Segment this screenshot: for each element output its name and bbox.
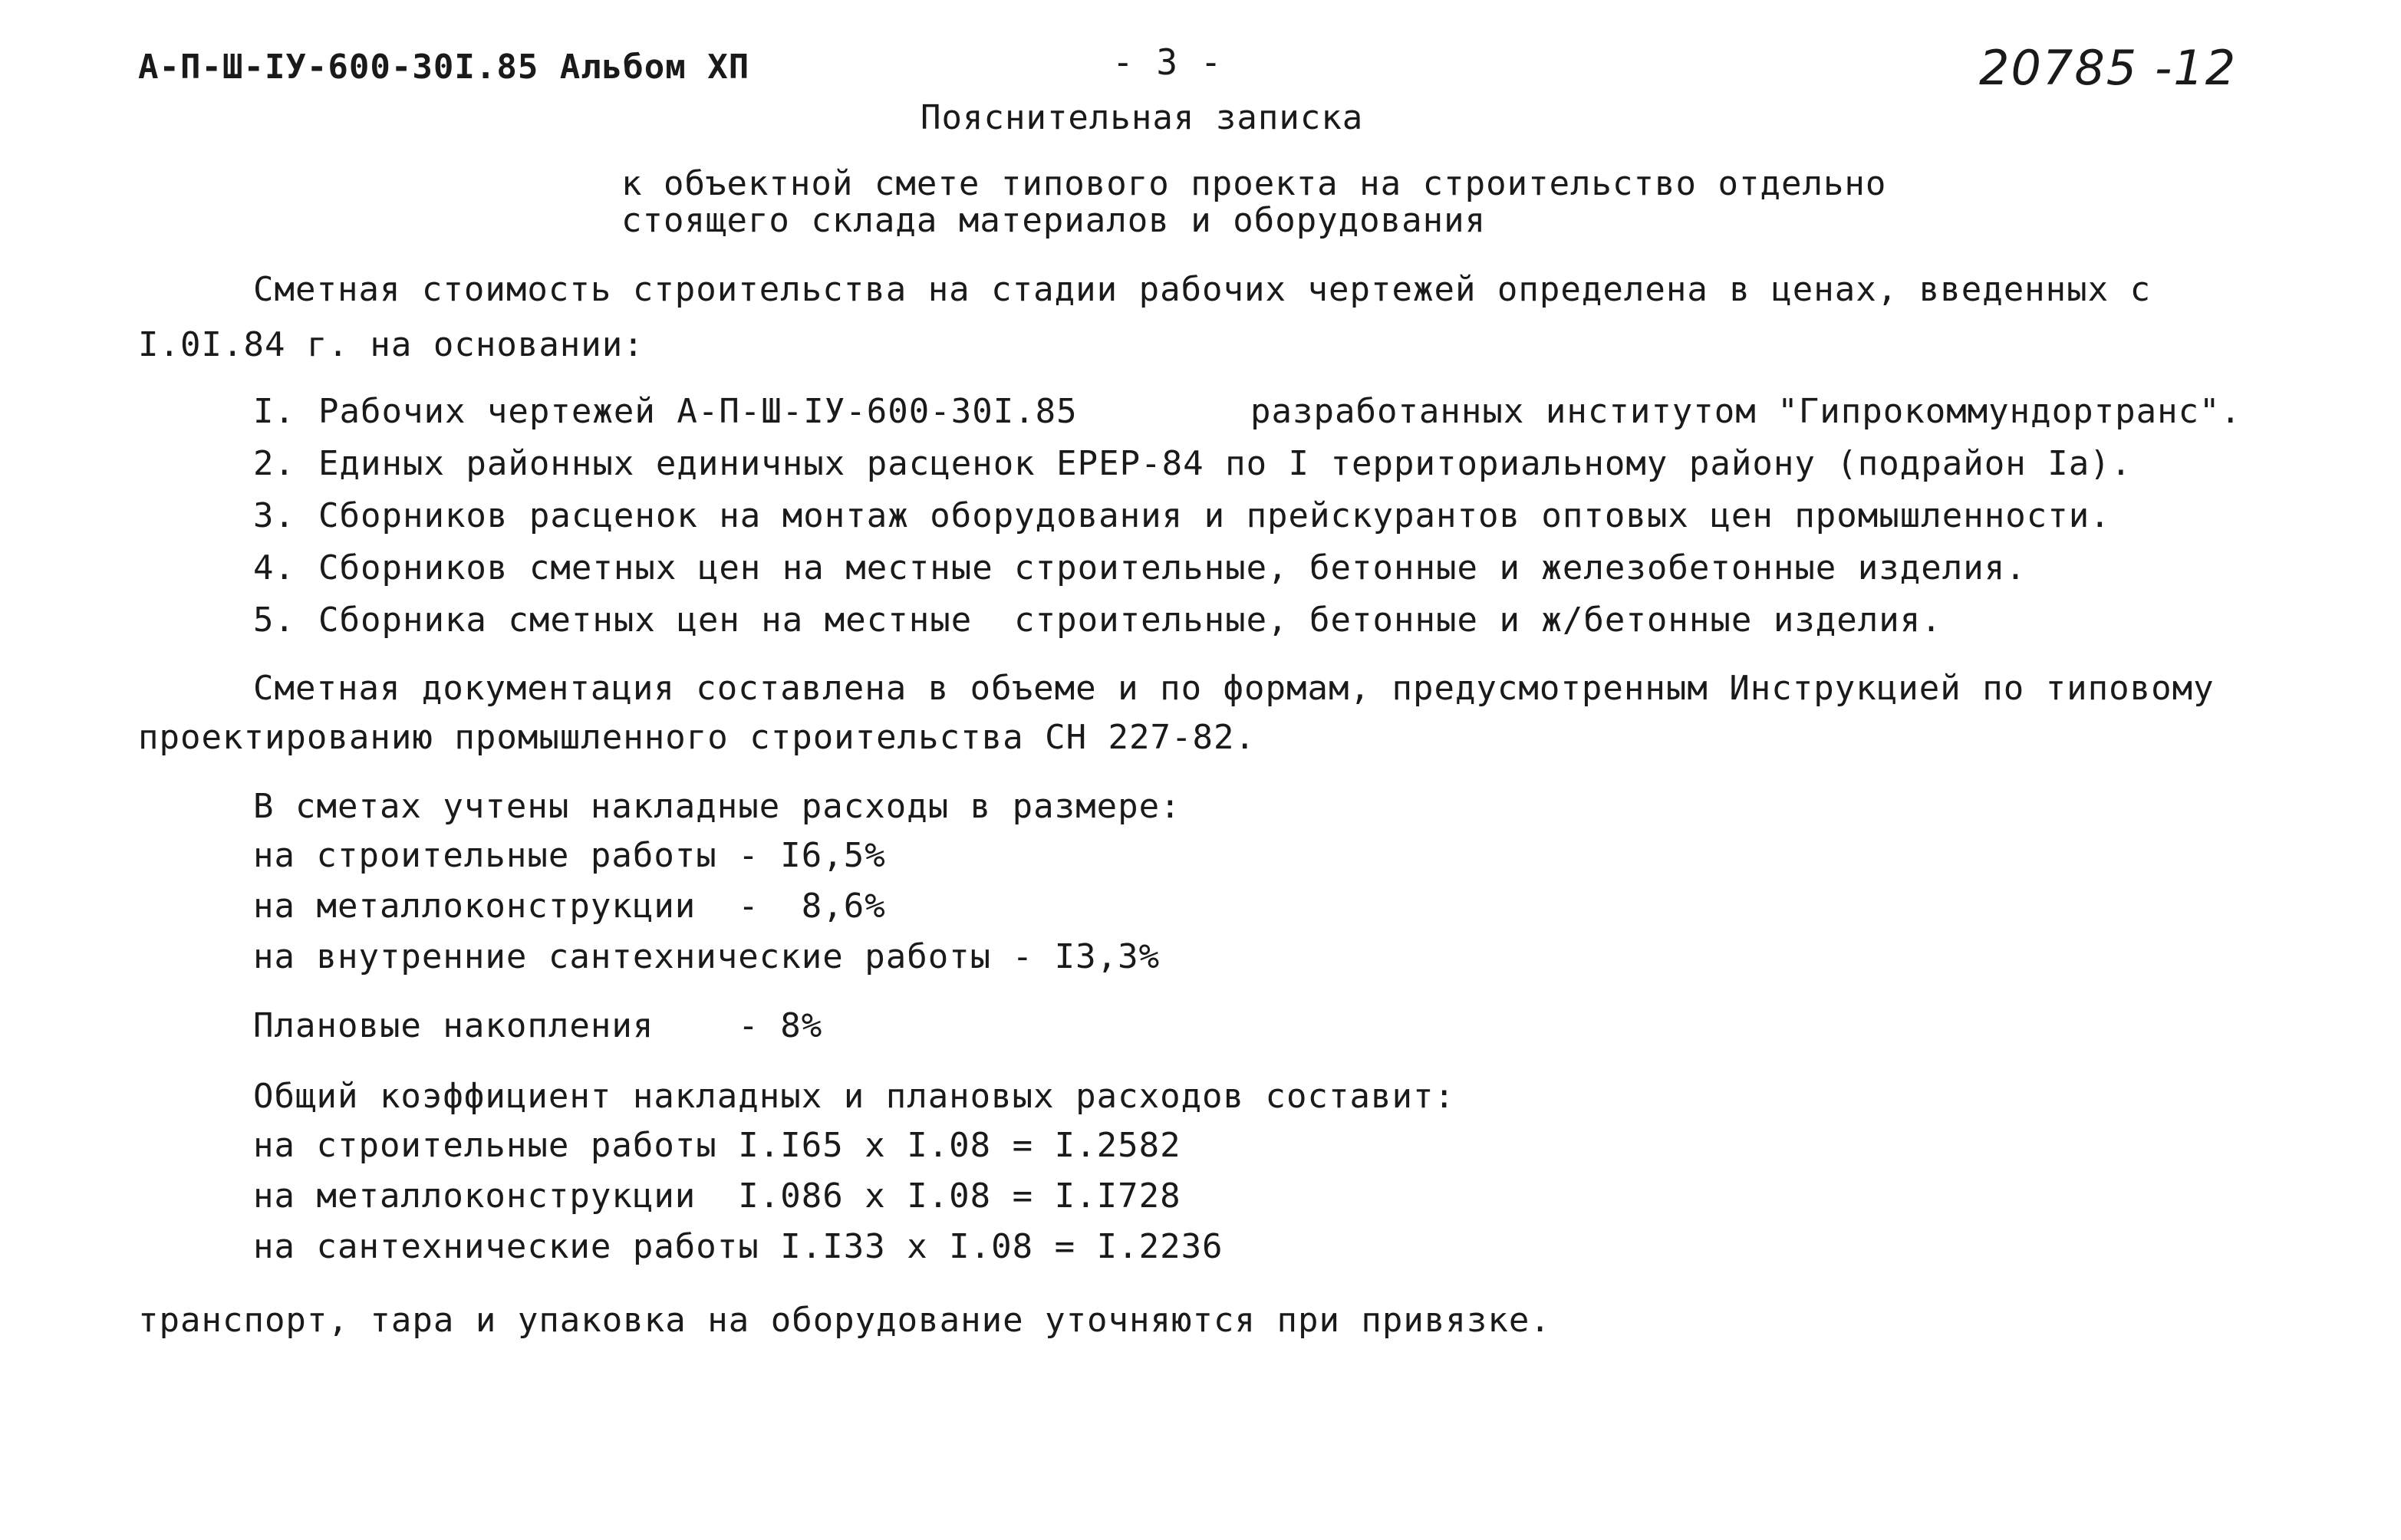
documentation-line-2: проектированию промышленного строительства СН 227-82.	[138, 718, 1256, 757]
coefficient-heading: Общий коэффициент накладных и плановых расходов составит:	[253, 1077, 1455, 1116]
subtitle-line-2: стоящего склада материалов и оборудования	[621, 201, 1487, 240]
footer-note: транспорт, тара и упаковка на оборудование уточняются при привязке.	[138, 1301, 1551, 1340]
list-item-continuation: разработанных институтом "Гипрокоммундортранс".	[1250, 392, 2242, 431]
handwritten-number: 20785 -12	[1979, 40, 2238, 96]
list-item-number: 4.	[253, 548, 295, 587]
documentation-line-1: Сметная документация составлена в объеме и по формам, предусмотренным Инструкцией по типовому	[253, 669, 2215, 708]
list-item: Сборника сметных цен на местные строительные, бетонные и ж/бетонные изделия.	[318, 601, 1942, 640]
intro-line-2: I.0I.84 г. на основании:	[138, 325, 644, 364]
list-item-number: 2.	[253, 444, 295, 483]
list-item-number: I.	[253, 392, 295, 431]
list-item-number: 5.	[253, 601, 295, 640]
intro-line-1: Сметная стоимость строительства на стадии рабочих чертежей определена в ценах, введенных с	[253, 270, 2152, 309]
overheads-heading: В сметах учтены накладные расходы в размере:	[253, 787, 1181, 826]
coefficient-metal: на металлоконструкции I.086 x I.08 = I.I728	[253, 1176, 1181, 1216]
list-item: Сборников сметных цен на местные строительные, бетонные и железобетонные изделия.	[318, 548, 2027, 587]
doc-code: А-П-Ш-IУ-600-30I.85 Альбом XП	[138, 48, 750, 87]
list-item: Сборников расценок на монтаж оборудования и прейскурантов оптовых цен промышленности.	[318, 496, 2111, 535]
page-title: Пояснительная записка	[921, 98, 1364, 137]
overheads-sanitary: на внутренние сантехнические работы - I3,3%	[253, 937, 1161, 976]
subtitle-line-1: к объектной смете типового проекта на строительство отдельно	[621, 164, 1887, 203]
overheads-metal: на металлоконструкции - 8,6%	[253, 887, 886, 926]
list-item: Единых районных единичных расценок ЕРЕР-84 по I территориальному району (подрайон Iа).	[318, 444, 2133, 483]
coefficient-construction: на строительные работы I.I65 x I.08 = I.2582	[253, 1126, 1181, 1165]
planned-savings: Плановые накопления - 8%	[253, 1006, 823, 1045]
coefficient-sanitary: на сантехнические работы I.I33 x I.08 = I.2236	[253, 1227, 1224, 1266]
list-item: Рабочих чертежей А-П-Ш-IУ-600-30I.85	[318, 392, 1078, 431]
list-item-number: 3.	[253, 496, 295, 535]
overheads-construction: на строительные работы - I6,5%	[253, 836, 886, 875]
page-number: - 3 -	[1112, 41, 1223, 83]
